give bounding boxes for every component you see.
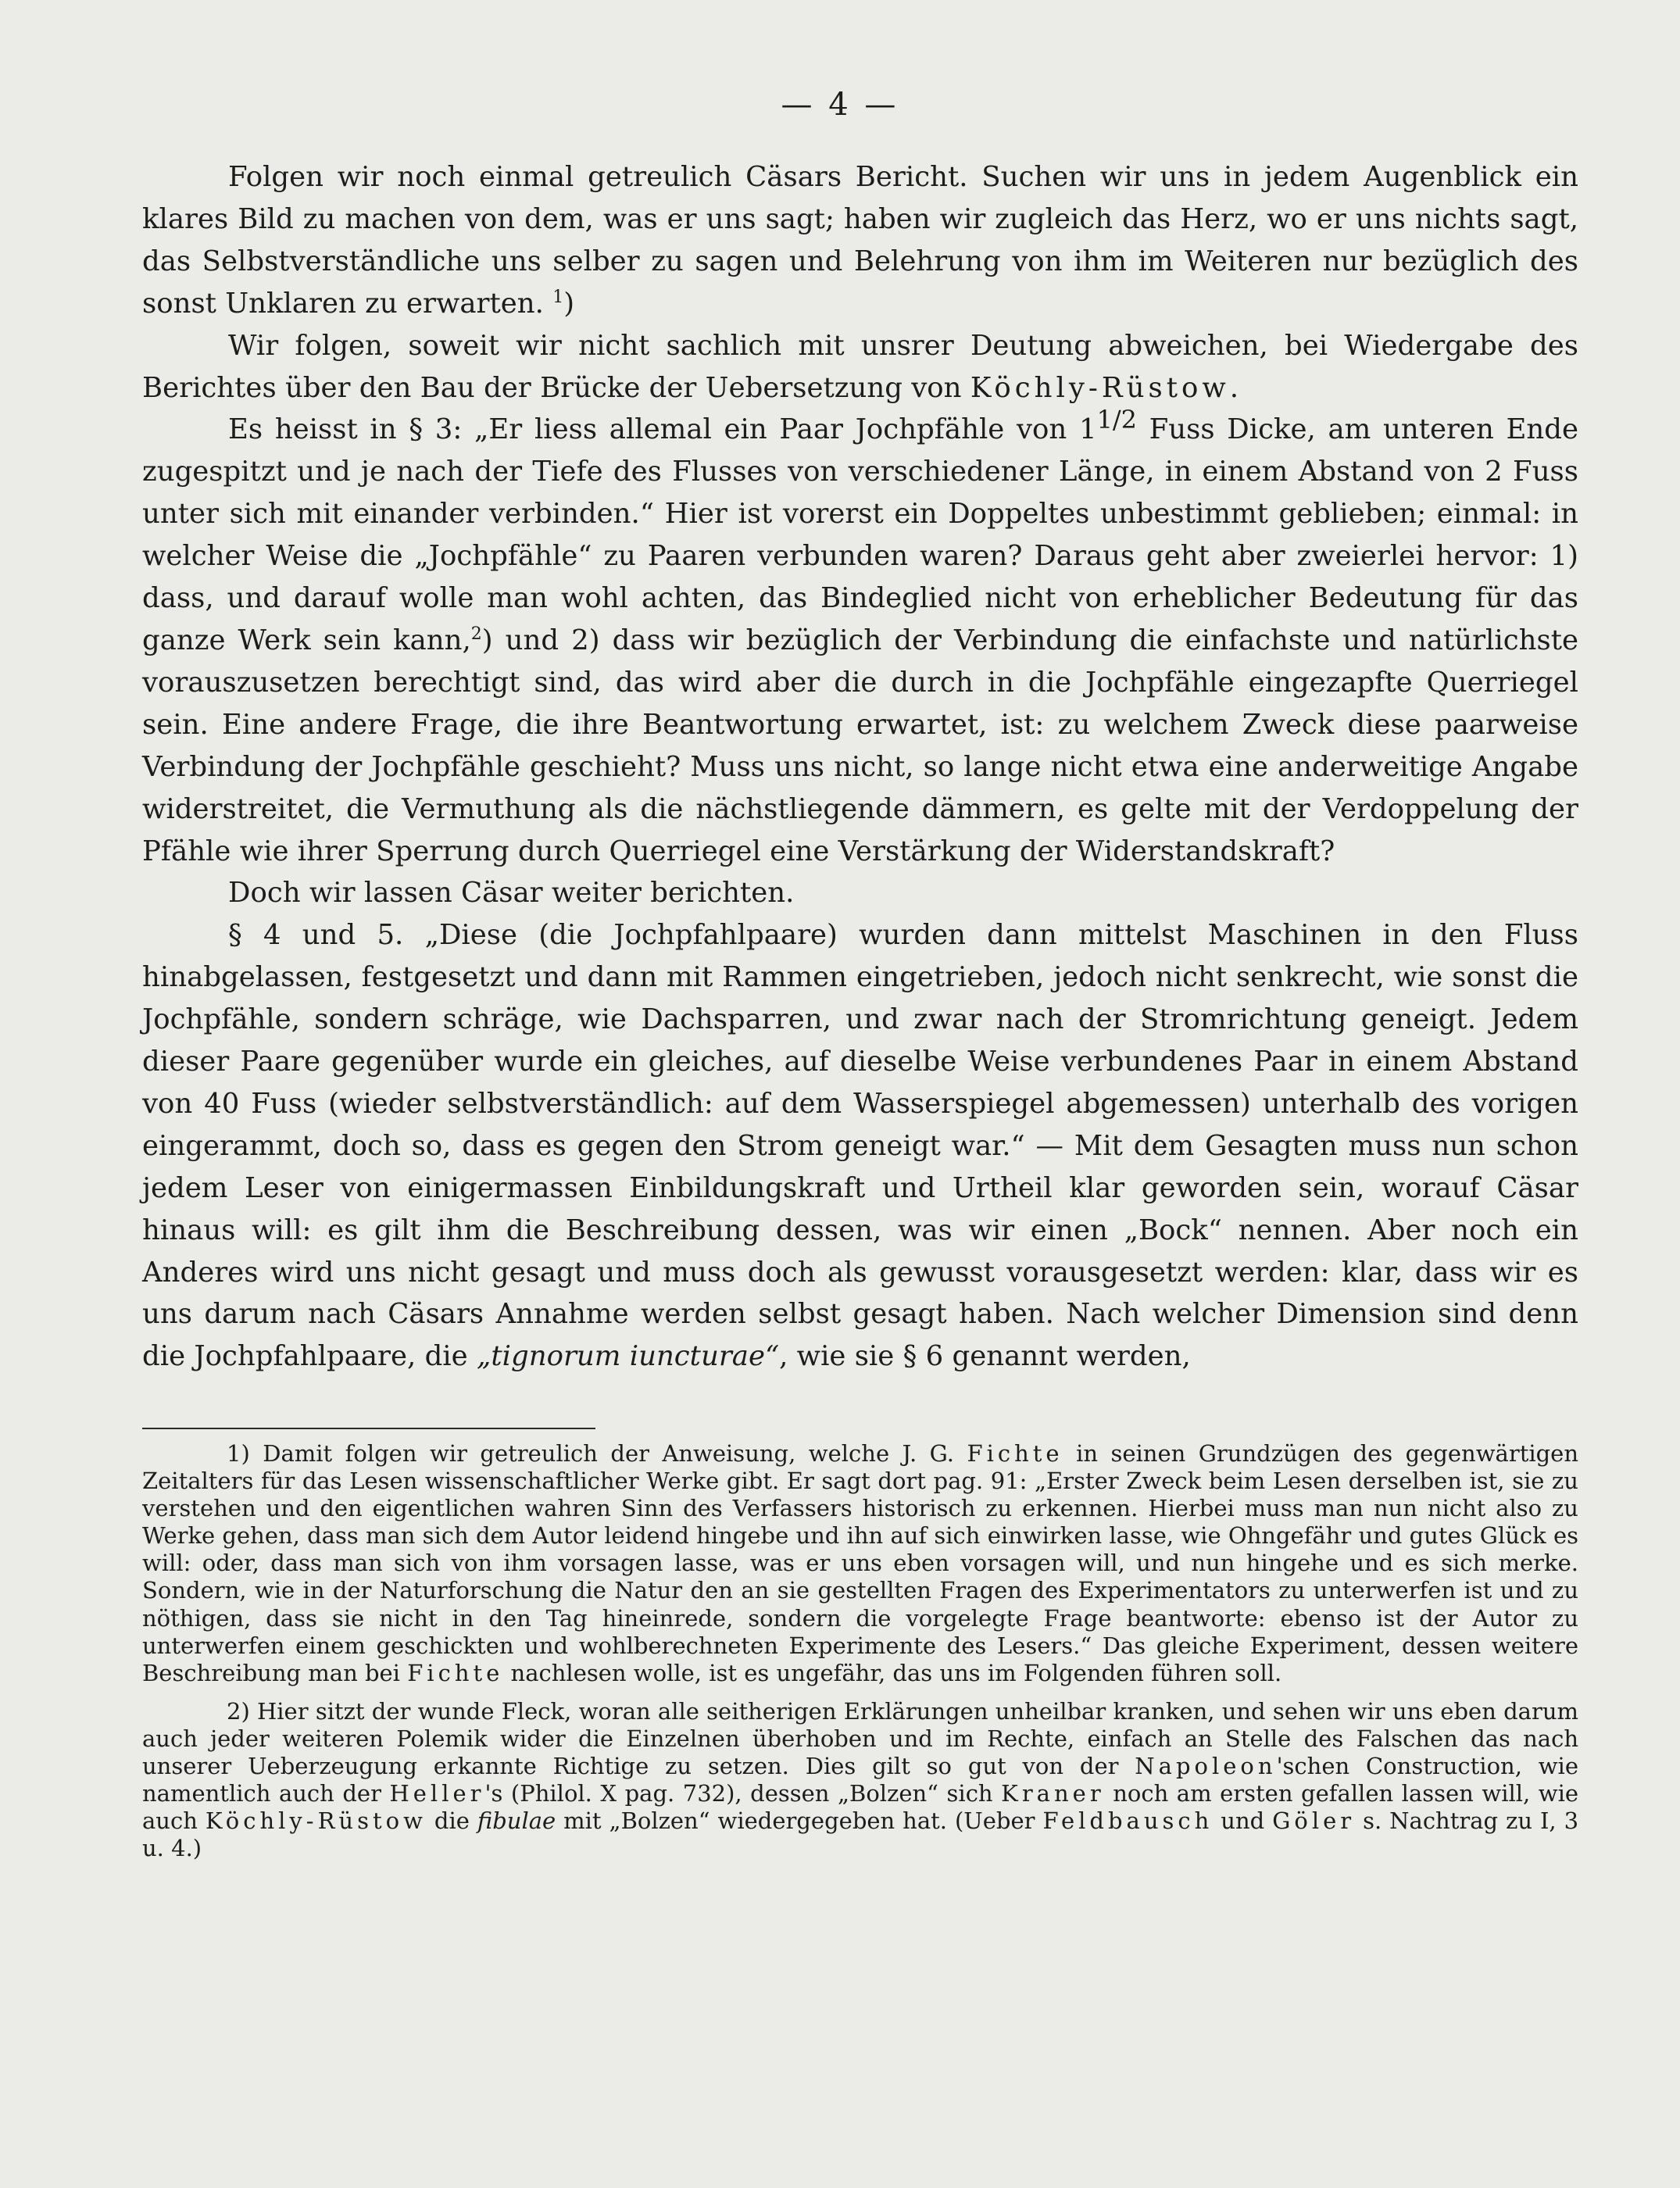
footnote-2-text-c: 's (Philol. X pag. 732), dessen „Bolzen“ sich [484, 1780, 993, 1807]
footnote-2-text-b: 'schen Construction, wie namentlich auch der [142, 1753, 1578, 1807]
paragraph-3 [142, 405, 1578, 872]
footnote-2-text-h: s. Nachtrag zu I, 3 u. 4.) [142, 1807, 1579, 1862]
author-name-heller: Heller [389, 1780, 485, 1807]
paragraph-1-text: Folgen wir noch einmal getreulich Cäsars Bericht. Suchen wir uns in jedem Augenblick ein klares Bild zu machen von dem, was er uns sagt; haben wir zugleich das Herz, wo er uns nichts sagt, das Selbstverständliche uns selber zu sagen und Belehrung von ihm im Weiteren nur bezüglich des sonst Unklaren zu erwarten. [142, 161, 1578, 320]
fraction-half: 1/2 [1096, 405, 1137, 435]
footnote-2 [142, 1698, 1578, 1863]
footnote-2-text-d: noch am ersten gefallen lassen will, wie auch [142, 1780, 1579, 1835]
footnote-2-text-f: mit „Bolzen“ wiedergegeben hat. (Ueber [563, 1807, 1035, 1835]
paragraph-3-text-b: Fuss Dicke, am unteren Ende zugespitzt und je nach der Tiefe des Flusses von verschiedener Länge, in einem Abstand von 2 Fuss unter sich mit einander verbinden.“ Hier ist vorerst ein Doppeltes unbestimmt geblieben; einmal: in welcher Weise die „Jochpfähle“ zu Paaren verbunden waren? Daraus geht aber zweierlei hervor: 1) dass, und darauf wolle man wohl achten, das Bindeglied nicht von erheblicher Bedeutung für das ganze Werk sein kann, [142, 413, 1578, 656]
footnote-divider [142, 1428, 595, 1429]
author-name-fichte: Fichte [967, 1440, 1063, 1467]
footnotes [142, 1440, 1578, 1862]
footnote-2-text-e: die [434, 1807, 470, 1835]
author-name-kraner: Kraner [1001, 1780, 1105, 1807]
footnote-1 [142, 1440, 1578, 1687]
author-name-fichte-2: Fichte [407, 1659, 504, 1686]
author-name-goeler: Göler [1272, 1807, 1356, 1835]
author-name-koechly-ruestow: Köchly-Rüstow [970, 371, 1230, 404]
footnote-1-text-b: in seinen Grundzügen des gegenwärtigen Zeitalters für das Lesen wissenschaftlicher Werke gibt. Er sagt dort pag. 91: „Erster Zweck beim Lesen derselben ist, sie zu verstehen und den eigentlichen wahren Sinn des Verfassers historisch zu erkennen. Hierbei muss man nun nicht also zu Werke gehen, dass man sich dem Autor leidend hingebe und ihn auf sich einwirken lasse, wie Ohngefähr und gutes Glück es will: oder, dass man sich von ihm vorsagen lasse, was er uns eben vorsagen will, und nun hingehe und es sich merke. Sondern, wie in der Naturforschung die Natur den an sie gestellten Fragen des Experimentators zu unterwerfen ist und zu nöthigen, dass sie nicht in den Tag hineinrede, sondern die vorgelegte Frage beantworte: ebenso ist der Autor zu unterwerfen einem geschickten und wohlberechneten Experimente des Lesers.“ Das gleiche Experiment, dessen weitere Beschreibung man bei [142, 1440, 1579, 1686]
paragraph-2-text: Wir folgen, soweit wir nicht sachlich mit unsrer Deutung abweichen, bei Wiedergabe des Berichtes über den Bau der Brücke der Uebersetzung von [142, 329, 1578, 404]
page-number: — 4 — [781, 87, 899, 123]
footnote-1-text-c: nachlesen wolle, ist es ungefähr, das uns im Folgenden führen soll. [510, 1659, 1282, 1686]
author-name-feldbausch: Feldbausch [1042, 1807, 1214, 1835]
author-name-napoleon: Napoleon [1135, 1753, 1277, 1780]
paragraph-3-text-c: ) und 2) dass wir bezüglich der Verbindung die einfachste und natürlichste vorauszusetzen berechtigt sind, das wird aber die durch in die Jochpfähle eingezapfte Querriegel sein. Eine andere Frage, die ihre Beantwortung erwartet, ist: zu welchem Zweck diese paarweise Verbindung der Jochpfähle geschieht? Muss uns nicht, so lange nicht etwa eine anderweitige Angabe widerstreitet, die Vermuthung als die nächstliegende dämmern, es gelte mit der Verdoppelung der Pfähle wie ihrer Sperrung durch Querriegel eine Verstärkung der Widerstandskraft? [142, 624, 1578, 867]
author-name-koechly-ruestow-2: Köchly-Rüstow [205, 1807, 427, 1835]
paragraph-4 [142, 872, 1578, 914]
footnote-ref-2: 2 [470, 624, 482, 645]
paragraph-1: Folgen wir noch einmal getreulich Cäsars Bericht. Suchen wir uns in jedem Augenblick ein klares Bild zu machen von dem, was er uns sagt; haben wir zugleich das Herz, wo er uns nichts sagt, das Selbstverständliche uns selber zu sagen und Belehrung von ihm im Weiteren nur bezüglich des sonst Unklaren zu erwarten. $^1$) [142, 161, 1578, 320]
footnote-ref-1: 1 [552, 287, 564, 307]
latin-term-fibulae: fibulae [477, 1807, 556, 1835]
footnote-2-text-g: und [1221, 1807, 1265, 1835]
paragraph-5-text-a: § 4 und 5. „Diese (die Jochpfahlpaare) wurden dann mittelst Maschinen in den Fluss hinabgelassen, festgesetzt und dann mit Rammen eingetrieben, jedoch nicht senkrecht, wie sonst die Jochpfähle, sondern schräge, wie Dachsparren, und zwar nach der Stromrichtung geneigt. Jedem dieser Paare gegenüber wurde ein gleiches, auf dieselbe Weise verbundenes Paar in einem Abstand von 40 Fuss (wieder selbstverständlich: auf dem Wasserspiegel abgemessen) unterhalb des vorigen eingerammt, doch so, dass es gegen den Strom geneigt war.“ — Mit dem Gesagten muss nun schon jedem Leser von einigermassen Einbildungskraft und Urtheil klar geworden sein, worauf Cäsar hinaus will: es gilt ihm die Beschreibung dessen, was wir einen „Bock“ nennen. Aber noch ein Anderes wird uns nicht gesagt und muss doch als gewusst vorausgesetzt werden: klar, dass wir es uns darum nach Cäsars Annahme werden selbst gesagt haben. Nach welcher Dimension sind denn die Jochpfahlpaare, die [142, 919, 1578, 1373]
paragraph-5 [142, 914, 1578, 1378]
paragraph-5-text-b: , wie sie § 6 genannt werden, [779, 1340, 1191, 1373]
main-text [142, 156, 1578, 1378]
footnote-2-text-a: 2) Hier sitzt der wunde Fleck, woran alle seitherigen Erklärungen unheilbar kranken, und sehen wir uns eben darum auch jeder weiteren Polemik wider die Einzelnen überhoben und im Rechte, einfach an Stelle des Falschen das nach unserer Ueberzeugung erkannte Richtige zu setzen. Dies gilt so gut von der [142, 1697, 1578, 1780]
paragraph-4-text: Doch wir lassen Cäsar weiter berichten. [228, 877, 795, 910]
paragraph-2-end: . [1229, 371, 1239, 404]
paragraph-3-text-a: Es heisst in § 3: „Er liess allemal ein Paar Jochpfähle von 1 [228, 413, 1097, 446]
latin-quote: „tignorum iuncturae“ [476, 1340, 780, 1373]
footnote-1-text-a: 1) Damit folgen wir getreulich der Anweisung, welche J. G. [227, 1440, 954, 1467]
paragraph-2 [142, 325, 1578, 409]
